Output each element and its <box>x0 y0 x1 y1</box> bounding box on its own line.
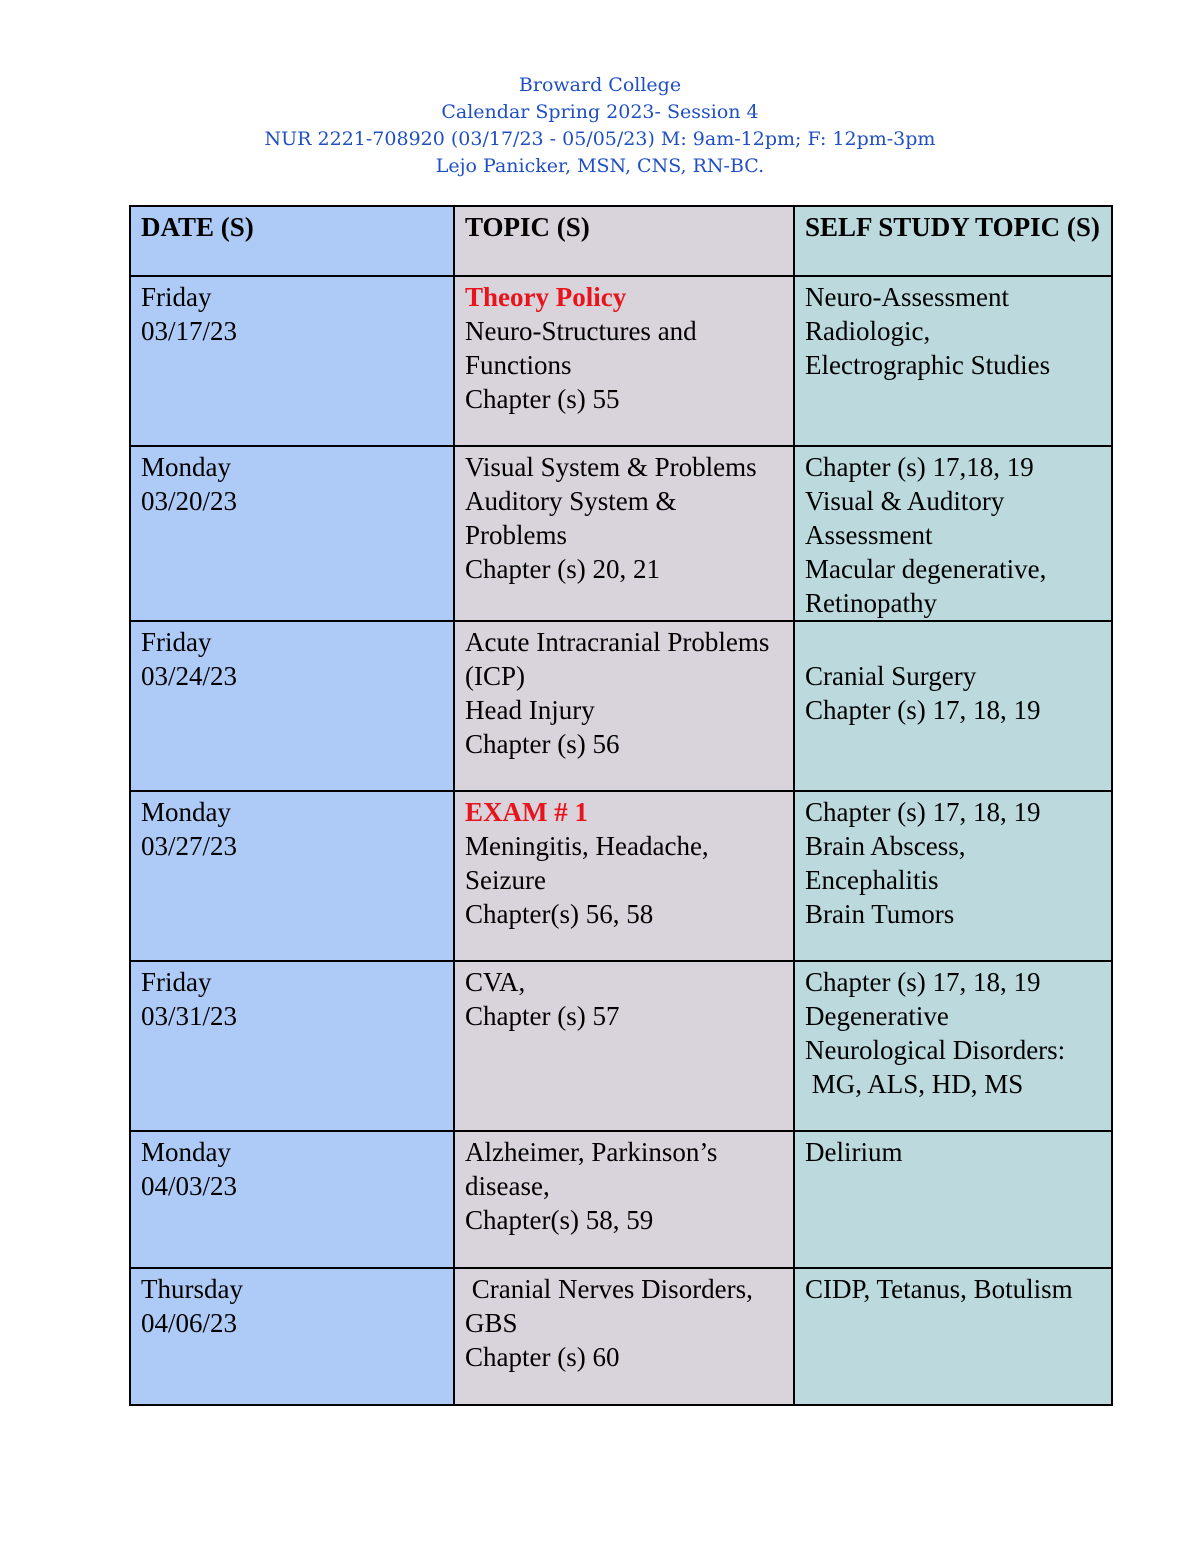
topic-cell <box>454 791 794 961</box>
day-label: Monday <box>141 797 231 827</box>
self-study-line: MG, ALS, HD, MS <box>805 1069 1024 1099</box>
topic-line: Acute Intracranial Problems (ICP) <box>465 627 770 691</box>
calendar-title: Calendar Spring 2023- Session 4 <box>441 101 759 123</box>
topic-cell <box>454 446 794 621</box>
topic-cell <box>454 1268 794 1405</box>
column-header-date: DATE (S) <box>130 206 454 276</box>
date-cell <box>130 1131 454 1268</box>
topic-line: Neuro-Structures and Functions <box>465 316 697 380</box>
topic-line: Visual System & Problems <box>465 452 757 482</box>
topic-highlight: Theory Policy <box>465 282 627 312</box>
day-label: Friday <box>141 967 212 997</box>
self-study-line: Neuro-Assessment <box>805 282 1009 312</box>
day-label: Friday <box>141 627 212 657</box>
document-header <box>0 72 1200 180</box>
self-study-line: Chapter (s) 17, 18, 19 <box>805 967 1041 997</box>
date-label: 03/31/23 <box>141 1001 238 1031</box>
topic-line: Cranial Nerves Disorders, GBS <box>465 1274 760 1338</box>
table-header-row <box>130 206 1112 276</box>
self-study-line: Degenerative <box>805 1001 949 1031</box>
self-study-line: Neurological Disorders: <box>805 1035 1066 1065</box>
self-study-line: Chapter (s) 17,18, 19 <box>805 452 1034 482</box>
date-cell <box>130 961 454 1131</box>
date-label: 03/24/23 <box>141 661 238 691</box>
self-study-cell <box>794 1268 1112 1405</box>
topic-highlight: EXAM # 1 <box>465 797 588 827</box>
self-study-line: Macular degenerative, Retinopathy <box>805 554 1047 618</box>
blank-line <box>805 625 1101 659</box>
topic-cell <box>454 621 794 791</box>
date-label: 03/27/23 <box>141 831 238 861</box>
self-study-line: Delirium <box>805 1137 903 1167</box>
self-study-cell <box>794 961 1112 1131</box>
self-study-line: Brain Tumors <box>805 899 955 929</box>
date-label: 03/20/23 <box>141 486 238 516</box>
topic-line: CVA, <box>465 967 526 997</box>
column-header-topic: TOPIC (S) <box>454 206 794 276</box>
self-study-line: Cranial Surgery <box>805 661 977 691</box>
day-label: Monday <box>141 1137 231 1167</box>
day-label: Monday <box>141 452 231 482</box>
instructor-name: Lejo Panicker, MSN, CNS, RN-BC. <box>435 155 765 177</box>
self-study-cell <box>794 446 1112 621</box>
self-study-cell <box>794 276 1112 446</box>
self-study-cell <box>794 621 1112 791</box>
topic-cell <box>454 961 794 1131</box>
date-cell <box>130 1268 454 1405</box>
self-study-cell <box>794 1131 1112 1268</box>
self-study-line: Electrographic Studies <box>805 350 1051 380</box>
table-row <box>130 621 1112 791</box>
topic-line: Chapter (s) 56 <box>465 729 620 759</box>
course-info: NUR 2221-708920 (03/17/23 - 05/05/23) M: 9am-12pm; F: 12pm-3pm <box>264 128 936 150</box>
topic-line: Meningitis, Headache, Seizure <box>465 831 709 895</box>
table-row <box>130 791 1112 961</box>
self-study-line: CIDP, Tetanus, Botulism <box>805 1274 1073 1304</box>
schedule-table <box>129 205 1113 1406</box>
topic-line: Chapter (s) 20, 21 <box>465 554 660 584</box>
self-study-cell <box>794 791 1112 961</box>
date-cell <box>130 791 454 961</box>
topic-line: Head Injury <box>465 695 595 725</box>
column-header-self-study: SELF STUDY TOPIC (S) <box>794 206 1112 276</box>
self-study-line: Radiologic, <box>805 316 931 346</box>
topic-line: Chapter (s) 57 <box>465 1001 620 1031</box>
topic-line: Chapter(s) 56, 58 <box>465 899 654 929</box>
table-row <box>130 1268 1112 1405</box>
topic-line: Alzheimer, Parkinson’s disease, <box>465 1137 718 1201</box>
topic-line: Chapter(s) 58, 59 <box>465 1205 654 1235</box>
table-row <box>130 1131 1112 1268</box>
college-name: Broward College <box>518 74 682 96</box>
self-study-line: Encephalitis <box>805 865 939 895</box>
table-row <box>130 446 1112 621</box>
day-label: Friday <box>141 282 212 312</box>
self-study-line: Chapter (s) 17, 18, 19 <box>805 797 1041 827</box>
date-label: 03/17/23 <box>141 316 238 346</box>
topic-line: Auditory System & Problems <box>465 486 677 550</box>
topic-line: Chapter (s) 55 <box>465 384 620 414</box>
self-study-line: Brain Abscess, <box>805 831 966 861</box>
date-cell <box>130 276 454 446</box>
date-label: 04/06/23 <box>141 1308 238 1338</box>
day-label: Thursday <box>141 1274 243 1304</box>
date-cell <box>130 621 454 791</box>
self-study-line: Chapter (s) 17, 18, 19 <box>805 695 1041 725</box>
table-row <box>130 961 1112 1131</box>
date-cell <box>130 446 454 621</box>
table-row <box>130 276 1112 446</box>
self-study-line: Visual & Auditory Assessment <box>805 486 1005 550</box>
topic-cell <box>454 1131 794 1268</box>
topic-cell <box>454 276 794 446</box>
date-label: 04/03/23 <box>141 1171 238 1201</box>
topic-line: Chapter (s) 60 <box>465 1342 620 1372</box>
